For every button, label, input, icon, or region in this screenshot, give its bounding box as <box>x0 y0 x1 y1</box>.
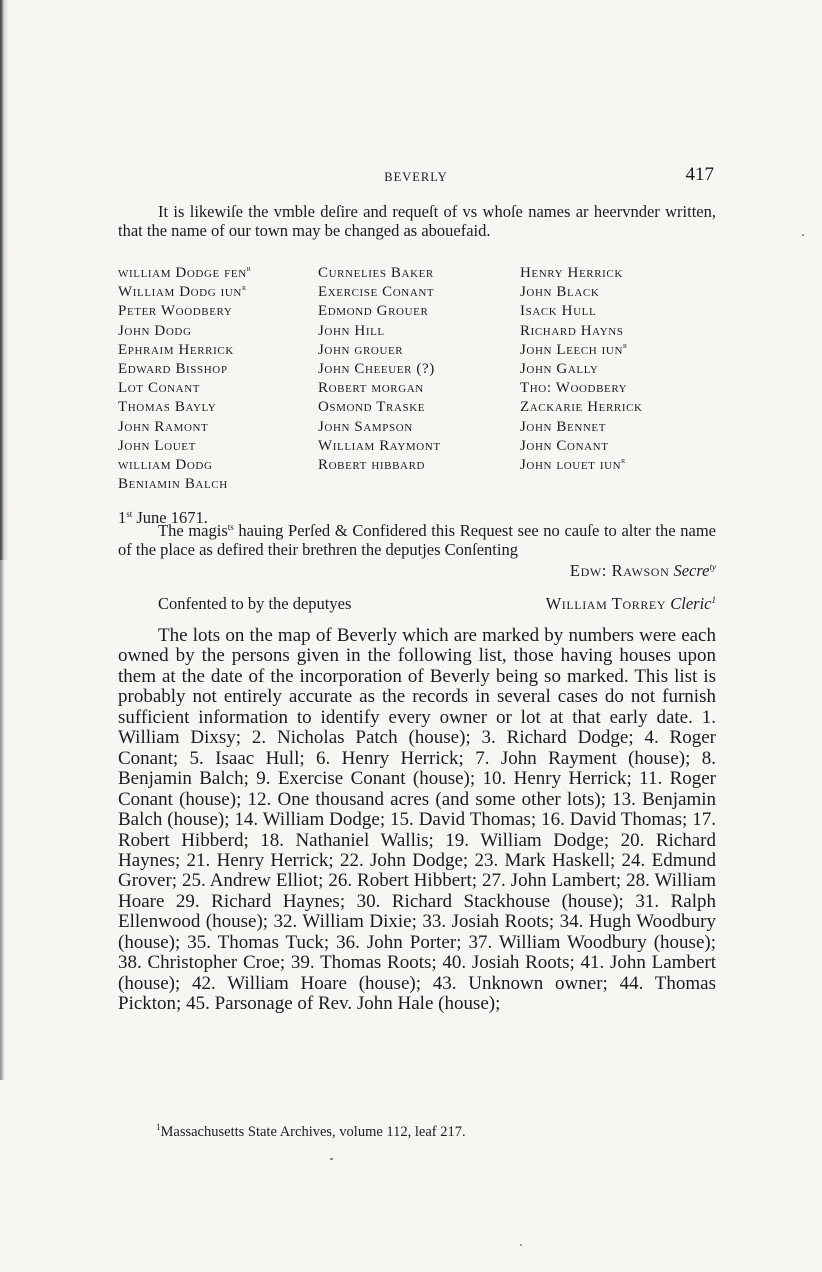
secretary-name: Edw: Rawson <box>569 561 670 580</box>
signatory-name <box>118 418 251 437</box>
signatory-name-text: Robert morgan <box>318 380 424 397</box>
signatory-name-text: Ephraim Herrick <box>118 341 234 358</box>
signatory-name-text: Robert hibbard <box>318 457 426 474</box>
signatory-name <box>118 322 251 341</box>
signatory-name-text: Beniamin Balch <box>118 476 228 493</box>
signatory-name <box>318 360 441 379</box>
secretary-signature <box>118 561 716 581</box>
page-number: 417 <box>685 164 714 185</box>
page-edge-shadow-lower <box>0 560 5 1080</box>
signatory-name-text: Peter Woodbery <box>118 303 233 320</box>
magistrates-text-1: The magis <box>158 521 228 540</box>
signatory-name-text: william Dodg <box>118 457 213 474</box>
signatory-name <box>118 264 251 283</box>
magistrates-text-2: hauing Perſed & Confidered this Request see no cauſe to alter the name of the place as defired their brethren the deputjes Conſenting <box>118 521 716 559</box>
signatory-name-suffix: r <box>241 282 247 293</box>
signatory-name-suffix: r <box>623 339 628 350</box>
signatory-name <box>520 283 643 302</box>
signatory-name <box>520 437 643 456</box>
signatory-name-text: Curnelies Baker <box>318 265 434 281</box>
signatory-name <box>118 360 251 379</box>
print-speck <box>330 1158 333 1160</box>
signatory-name-text: John Ramont <box>118 418 209 435</box>
signatory-name <box>318 341 441 360</box>
secretary-title-sup: ty <box>709 562 716 572</box>
signatory-name-text: Edward Biſſhop <box>118 361 228 378</box>
signatory-name-suffix: r <box>246 263 252 273</box>
signatory-name-text: John Black <box>520 284 600 301</box>
date-day-suffix: st <box>126 509 133 519</box>
signatory-name <box>118 283 251 302</box>
secretary-title: Secre <box>673 561 710 580</box>
signatories-column-2 <box>318 264 441 475</box>
signatory-name <box>318 418 441 437</box>
signatory-name <box>118 398 251 417</box>
signatory-name <box>318 264 441 283</box>
signatory-name-text: Zackarie Herrick <box>520 399 643 416</box>
signatory-name-text: John Cheeuer (?) <box>318 361 435 378</box>
signatories-column-1 <box>118 264 251 494</box>
signatory-name <box>520 341 643 360</box>
signatory-name-text: Tho: Woodbery <box>520 380 628 397</box>
signatory-name-text: Oſmond Traſke <box>318 399 426 416</box>
signatory-name-text: Henry Herrick <box>520 265 623 281</box>
page-edge-shadow <box>0 0 10 560</box>
signatory-name <box>318 398 441 417</box>
signatory-name <box>520 264 643 283</box>
running-head: BEVERLY <box>384 170 448 184</box>
signatory-name <box>118 437 251 456</box>
date-day: 1 <box>118 508 127 527</box>
signatory-name-suffix: r <box>621 455 626 466</box>
signatory-name-text: William Raymont <box>318 437 441 454</box>
signatory-name-text: william Dodge fen <box>118 265 247 281</box>
signatory-name <box>520 398 643 417</box>
signatory-name-text: Thomas Bayly <box>118 399 217 416</box>
signatory-name-text: John grouer <box>318 341 404 358</box>
signatory-name <box>520 379 643 398</box>
page-header <box>118 164 714 194</box>
signatory-name <box>318 437 441 456</box>
signatory-name-text: William Dodg iun <box>118 284 242 301</box>
magistrates-sup: ts <box>227 522 234 532</box>
signatory-name <box>520 302 643 321</box>
signatory-name-text: John Sampſon <box>318 418 413 435</box>
print-speck <box>802 234 804 236</box>
magistrates-response <box>118 522 716 559</box>
signatory-name-text: John Gally <box>520 361 599 378</box>
signatory-name-text: John Louet <box>118 437 196 454</box>
signatory-name <box>520 418 643 437</box>
print-speck <box>520 1244 522 1246</box>
signatory-name <box>318 322 441 341</box>
signatory-name-text: John Hill <box>318 322 385 339</box>
date-rest: June 1671. <box>132 508 208 527</box>
deputies-consent <box>118 594 716 614</box>
signatory-name <box>118 379 251 398</box>
signatory-name <box>520 456 643 475</box>
lot-owners-paragraph: The lots on the map of Beverly which are marked by numbers were each owned by the persons given in the following list, those having houses upon them at the date of the incorporation of Beverly being so marked. This list is probably not entirely accurate as the records in several cases do not furnish sufficient information to identify every owner or lot at that early date. 1. William Dixsy; 2. Nicholas Patch (house); 3. Richard Dodge; 4. Roger Conant; 5. Isaac Hull; 6. Henry Herrick; 7. John Rayment (house); 8. Benjamin Balch; 9. Exercise Conant (house); 10. Henry Herrick; 11. Roger Conant (house); 12. One thousand acres (and some other lots); 13. Benjamin Balch (house); 14. William Dodge; 15. David Thomas; 16. David Thomas; 17. Robert Hibberd; 18. Nathaniel Wallis; 19. William Dodge; 20. Richard Haynes; 21. Henry Herrick; 22. John Dodge; 23. Mark Haskell; 24. Edmund Grover; 25. Andrew Elliot; 26. Robert Hibbert; 27. John Lambert; 28. William Hoare 29. Richard Haynes; 30. Richard Stackhouse (house); 31. Ralph Ellenwood (house); 32. William Dixie; 33. Josiah Roots; 34. Hugh Woodbury (house); 35. Thomas Tuck; 36. John Porter; 37. William Woodbury (house); 38. Christopher Croe; 39. Thomas Roots; 40. Josiah Roots; 41. John Lambert (house); 42. William Hoare (house); 43. Unknown owner; 44. Thomas Pickton; 45. Parsonage of Rev. John Hale (house); <box>118 625 716 1015</box>
signatory-name-text: John Leech iun <box>520 341 624 358</box>
signatory-name-text: John Dodg <box>118 322 192 339</box>
signatory-name-text: John Bennet <box>520 418 607 435</box>
signatory-name <box>318 283 441 302</box>
signatory-name-text: John louet iun <box>520 457 622 474</box>
signatory-name <box>118 341 251 360</box>
signatory-name-text: Richard Hayns <box>520 322 624 339</box>
clerk-title-sup: 1 <box>711 595 716 605</box>
petition-paragraph: It is likewiſe the vmble deſire and requeſt of vs whoſe names ar heervnder written, that the name of our town may be changed as abouefaid. <box>118 202 716 240</box>
signatory-name-text: Lot Conant <box>118 380 201 397</box>
signatory-name <box>318 379 441 398</box>
clerk-title: Cleric <box>670 594 712 613</box>
signatory-name <box>318 456 441 475</box>
signatory-name <box>118 456 251 475</box>
signatories-list <box>118 264 718 496</box>
signatories-column-3 <box>520 264 643 475</box>
footnote <box>156 1124 466 1141</box>
signatory-name <box>318 302 441 321</box>
deputies-consent-text: Confented to by the deputyes <box>158 594 352 613</box>
signatory-name-text: John Conant <box>520 437 609 454</box>
clerk-name: William Torrey <box>545 594 667 613</box>
signatory-name-text: Edmond Grouer <box>318 303 429 320</box>
signatory-name-text: Exerciſe Conant <box>318 284 435 301</box>
signatory-name <box>520 360 643 379</box>
signatory-name <box>520 322 643 341</box>
signatory-name <box>118 475 251 494</box>
signatory-name-text: Iſack Hull <box>520 303 597 320</box>
signatory-name <box>118 302 251 321</box>
footnote-marker: 1 <box>156 1122 161 1132</box>
footnote-text: Massachusetts State Archives, volume 112, leaf 217. <box>160 1124 466 1140</box>
